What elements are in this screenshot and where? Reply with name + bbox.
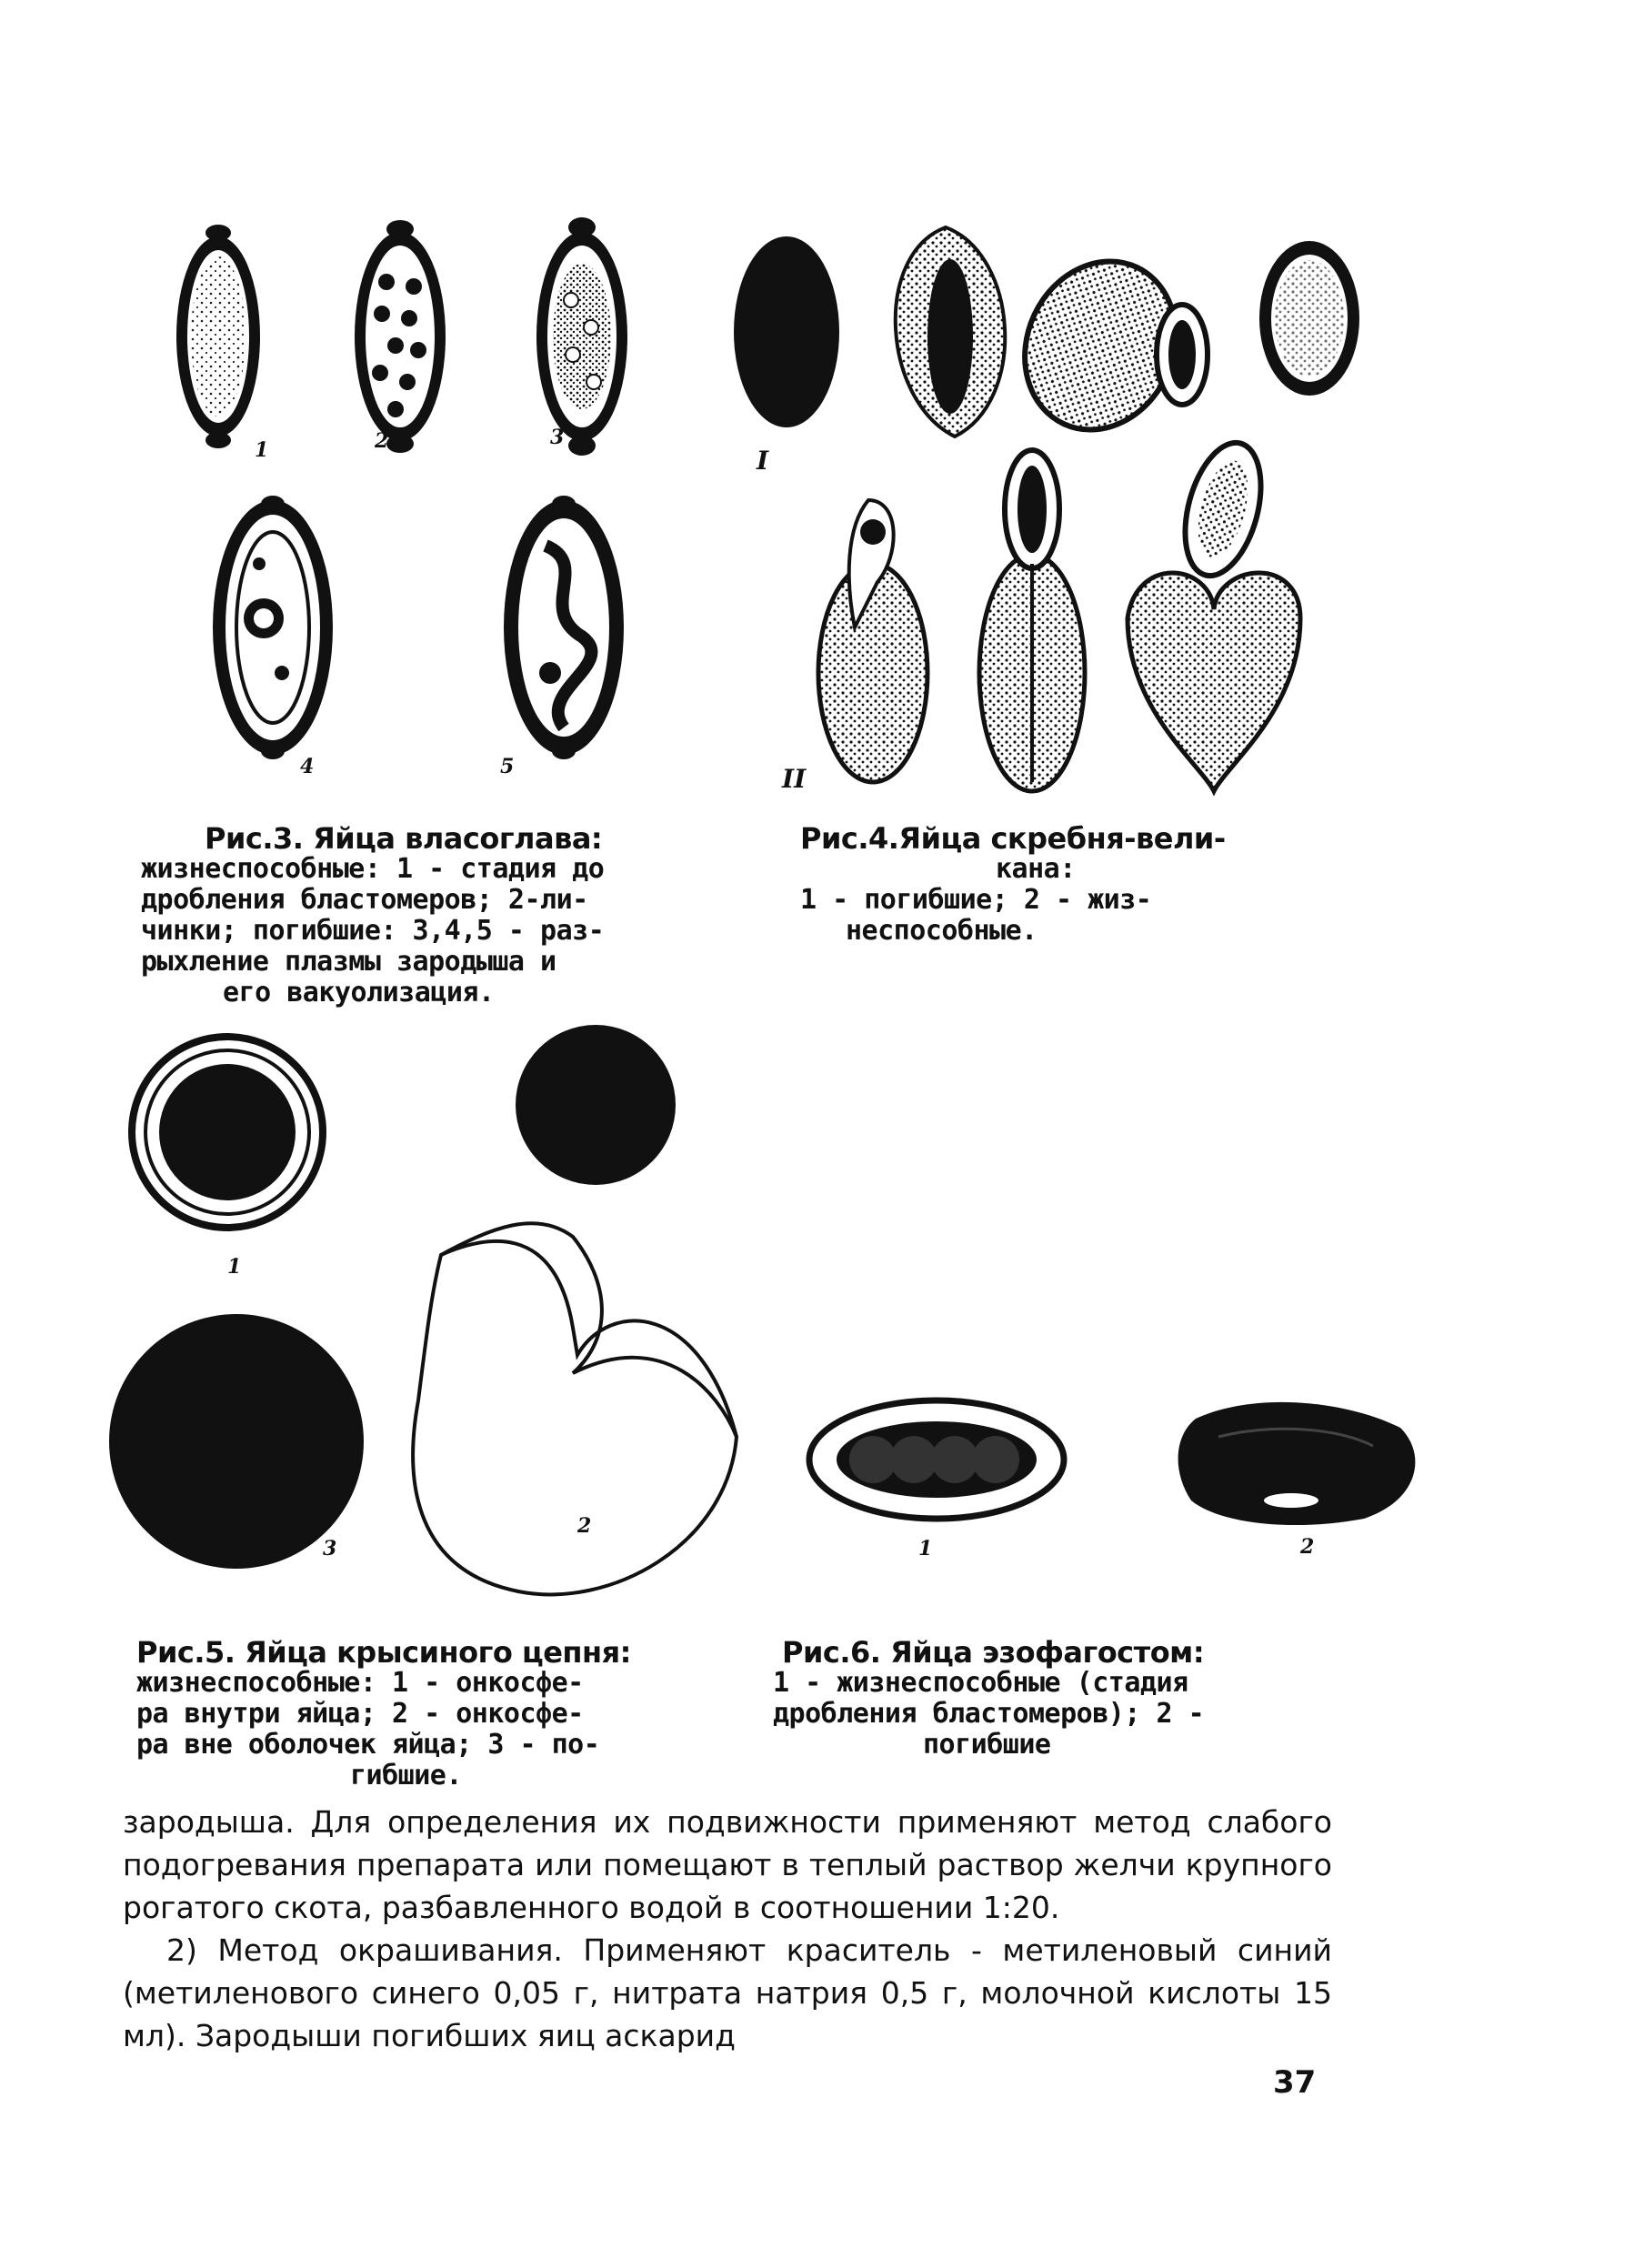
figure-4-caption-line: неспособные. — [846, 915, 1038, 947]
figure-6-illustration — [782, 1373, 1437, 1582]
figure-5-caption-line: ра вне оболочек яйца; 3 - по- — [136, 1729, 600, 1761]
oesophagostomum-egg-1 — [809, 1400, 1064, 1519]
figure-6-label-1: 1 — [918, 1537, 933, 1561]
figure-3-caption-line: чинки; погибшие: 3,4,5 - раз- — [141, 915, 605, 947]
whipworm-egg-1 — [176, 225, 260, 448]
figure-3-label-5: 5 — [500, 755, 515, 778]
rat-tapeworm-egg-2 — [413, 1025, 737, 1594]
figure-5-label-3: 3 — [323, 1537, 337, 1561]
whipworm-egg-4 — [213, 496, 333, 759]
acanthocephalan-egg-dead-1 — [734, 236, 839, 427]
figure-4-caption-line: кана: — [996, 853, 1076, 885]
acanthocephalan-egg-dead-3 — [997, 236, 1208, 455]
figure-3-caption-line: жизнеспособные: 1 - стадия до — [141, 853, 605, 885]
figure-6-caption-line: погибшие — [923, 1729, 1051, 1761]
rat-tapeworm-egg-1 — [132, 1037, 323, 1228]
figure-4-caption — [800, 823, 1309, 947]
figure-5-label-1: 1 — [227, 1255, 242, 1279]
figure-6-caption-line: 1 - жизнеспособные (стадия — [773, 1667, 1188, 1699]
figure-4-label-I: I — [757, 446, 769, 476]
figure-5-rat-tapeworm-eggs — [100, 1028, 782, 1573]
whipworm-egg-5 — [504, 496, 624, 759]
figure-5-caption-line: ра внутри яйца; 2 - онкосфе- — [136, 1698, 584, 1730]
body-text — [123, 1801, 1332, 2057]
rat-tapeworm-egg-3 — [109, 1314, 364, 1569]
figure-4-caption-title: Рис.4.Яйца скребня-вели- — [800, 821, 1226, 856]
figure-3-caption-line: дробления бластомеров; 2-ли- — [141, 884, 588, 916]
figure-5-caption — [136, 1637, 755, 1791]
figure-5-label-2: 2 — [577, 1514, 592, 1538]
figure-4-acanthocephalan-eggs — [718, 200, 1400, 818]
figure-5-illustration — [100, 1028, 782, 1573]
figure-6-caption-title: Рис.6. Яйца эзофагостом: — [782, 1635, 1205, 1670]
figure-3-illustration — [136, 200, 718, 782]
figure-5-caption-line: гибшие. — [350, 1760, 462, 1791]
acanthocephalan-egg-viable-2 — [979, 450, 1085, 791]
figure-4-illustration — [718, 200, 1400, 818]
figure-3-label-2: 2 — [375, 429, 389, 453]
acanthocephalan-egg-viable-1 — [818, 500, 927, 782]
figure-3-label-1: 1 — [255, 438, 269, 462]
figure-5-caption-title: Рис.5. Яйца крысиного цепня: — [136, 1635, 631, 1670]
oesophagostomum-egg-2 — [1178, 1402, 1416, 1525]
acanthocephalan-egg-viable-3 — [1128, 435, 1300, 791]
figure-6-caption-line: дробления бластомеров); 2 - — [773, 1698, 1205, 1730]
figure-3-caption-line: рыхление плазмы зародыша и — [141, 946, 556, 978]
whipworm-egg-2 — [355, 220, 446, 453]
figure-3-caption — [141, 823, 759, 1009]
figure-3-label-4: 4 — [300, 755, 315, 778]
figure-3-label-3: 3 — [550, 426, 565, 449]
page-number: 37 — [1273, 2064, 1317, 2101]
figure-4-label-II: II — [782, 764, 807, 794]
figure-6-caption — [773, 1637, 1355, 1761]
whipworm-egg-3 — [536, 217, 627, 456]
acanthocephalan-egg-dead-4 — [1259, 241, 1359, 396]
figure-4-caption-line: 1 - погибшие; 2 - жиз- — [800, 884, 1152, 916]
figure-6-oesophagostomum-eggs — [782, 1373, 1437, 1582]
figure-3-caption-title: Рис.3. Яйца власоглава: — [205, 821, 603, 856]
figure-3-whipworm-eggs — [136, 200, 718, 782]
acanthocephalan-egg-dead-2 — [896, 227, 1005, 437]
body-paragraph-1: зародыша. Для определения их подвижности применяют метод слабого подогревания препарата или помещают в теплый раствор желчи крупного рогатого скота, разбавленного водой в соотношении 1:20. — [123, 1804, 1332, 1925]
figure-6-label-2: 2 — [1300, 1535, 1315, 1559]
figure-5-caption-line: жизнеспособные: 1 - онкосфе- — [136, 1667, 584, 1699]
body-paragraph-2: 2) Метод окрашивания. Применяют краситель - метиленовый синий (метиленового синего 0,05 г, нитрата натрия 0,5 г, молочной кислоты 15 мл). Зародыши погибших яиц аскарид — [123, 1932, 1332, 2053]
figure-3-caption-line: его вакуолизация. — [223, 977, 495, 1009]
